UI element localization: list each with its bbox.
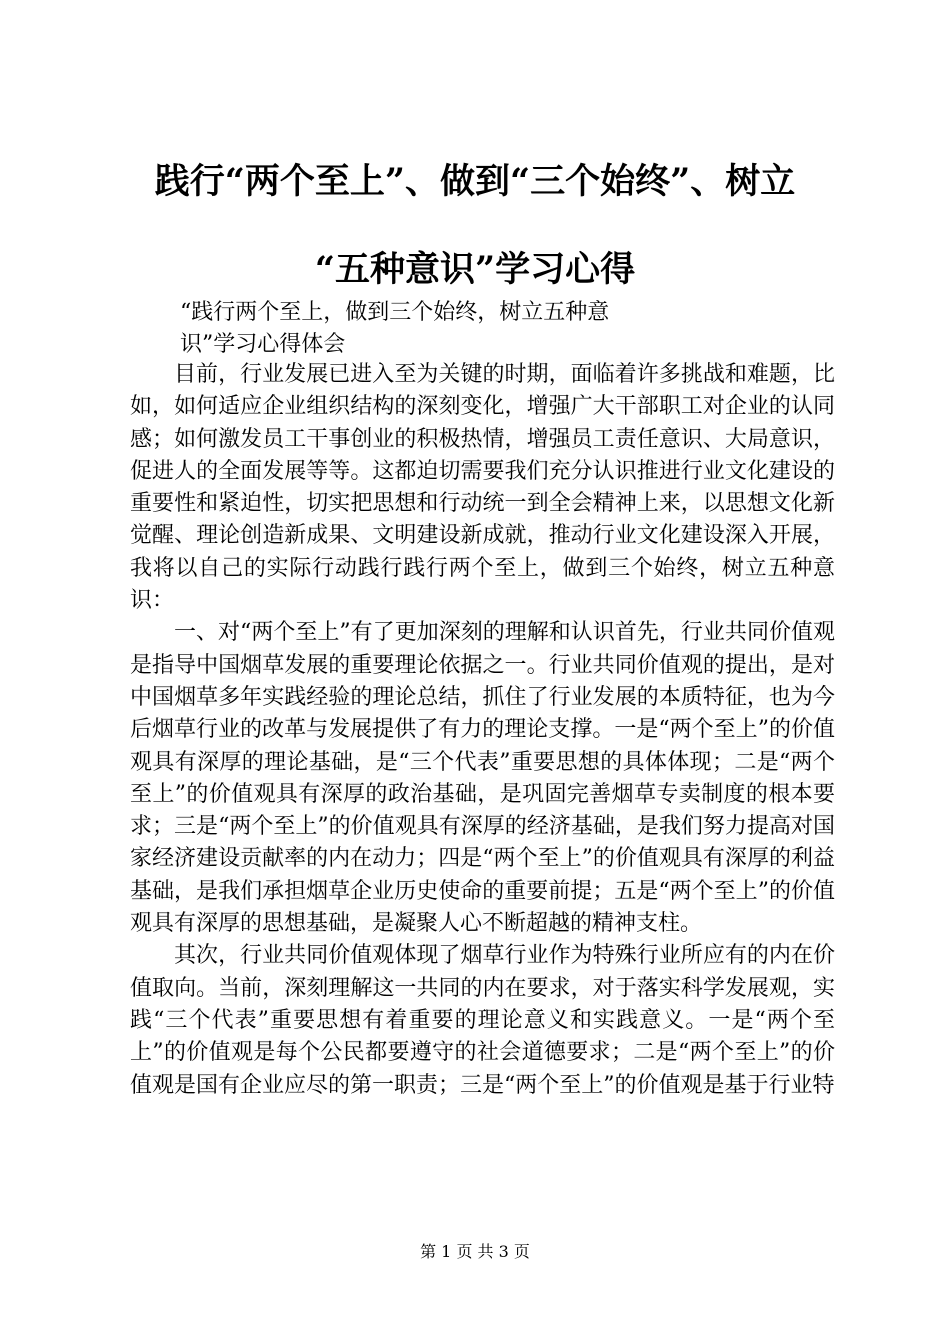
document-subtitle-line-1: “践行两个至上，做到三个始终，树立五种意 [180,300,610,325]
paragraph: 一、对“两个至上”有了更加深刻的理解和认识首先，行业共同价值观是指导中国烟草发展的重要理论依据之一。行业共同价值观的提出，是对中国烟草多年实践经验的理论总结，抓住了行业发展的本质特征，也为今后烟草行业的改革与发展提供了有力的理论支撑。一是“两个至上”的价值观具有深厚的理论基础，是“三个代表”重要思想的具体体现；二是“两个至上”的价值观具有深厚的政治基础，是巩固完善烟草专卖制度的根本要求；三是“两个至上”的价值观具有深厚的经济基础，是我们努力提高对国家经济建设贡献率的内在动力；四是“两个至上”的价值观具有深厚的利益基础，是我们承担烟草企业历史使命的重要前提；五是“两个至上”的价值观具有深厚的思想基础，是凝聚人心不断超越的精神支柱。 [130,620,835,937]
document-title-line-1: 践行“两个至上”、做到“三个始终”、树立 [154,161,796,202]
document-title-line-2: “五种意识”学习心得 [314,249,636,290]
document-body [130,359,835,1102]
paragraph: 目前，行业发展已进入至为关键的时期，面临着许多挑战和难题，比如，如何适应企业组织结构的深刻变化，增强广大干部职工对企业的认同感；如何激发员工干事创业的积极热情，增强员工责任意识、大局意识，促进人的全面发展等等。这都迫切需要我们充分认识推进行业文化建设的重要性和紧迫性，切实把思想和行动统一到全会精神上来，以思想文化新觉醒、理论创造新成果、文明建设新成就，推动行业文化建设深入开展，我将以自己的实际行动践行践行两个至上，做到三个始终，树立五种意识： [130,362,835,614]
document-subtitle-line-2: 识”学习心得体会 [180,332,346,357]
paragraph: 其次，行业共同价值观体现了烟草行业作为特殊行业所应有的内在价值取向。当前，深刻理解这一共同的内在要求，对于落实科学发展观，实践“三个代表”重要思想有着重要的理论意义和实践意义。一是“两个至上”的价值观是每个公民都要遵守的社会道德要求；二是“两个至上”的价值观是国有企业应尽的第一职责；三是“两个至上”的价值观是基于行业特 [130,943,835,1098]
page-number-footer: 第 1 页 共 3 页 [420,1242,530,1261]
